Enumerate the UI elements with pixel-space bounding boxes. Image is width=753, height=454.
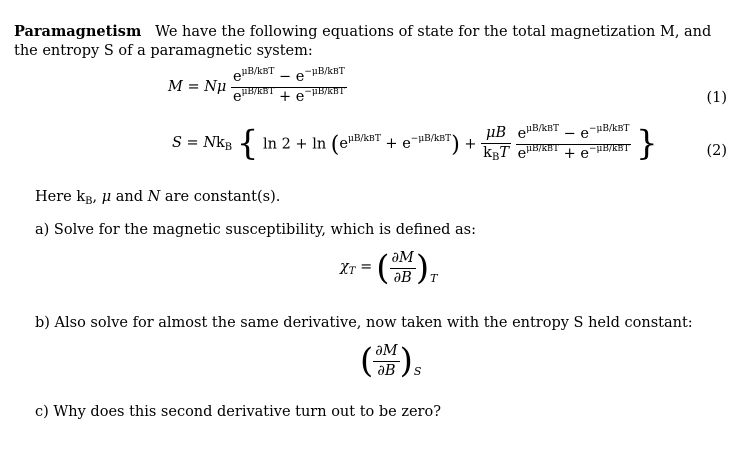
equation-2: $S = Nk_B$ { $\ln 2 + \ln (e^{\mu B/kBT} + e^{-\mu B/kBT})$ + $\frac{\mu B}{k_BT}$ $\frac{e^{\mu B/kBT} - e^{-\mu B/kBT}}{e^{\mu B/kBT} + e^{-\mu B/kBT}}$ } (172, 123, 658, 164)
eq2-number: (2) (706, 143, 727, 159)
part-a-text: a) Solve for the magnetic susceptibility, which is defined as: (35, 222, 477, 238)
eq1-number: (1) (706, 90, 727, 106)
eq1-lhs: M = Nμ (168, 79, 227, 95)
intro-paragraph (14, 22, 739, 61)
intro-text: We have the following equations of state for the total magnetization M, and the entropy S of a paramagnetic system: (14, 24, 712, 59)
dM-dB-fraction-b: $\frac{\partial M}{\partial B}$ (375, 343, 398, 379)
eq2-fraction: $\frac{e^{\mu B/kBT} - e^{-\mu B/kBT}}{e^{\mu B/kBT} + e^{-\mu B/kBT}}$ (517, 124, 630, 162)
susceptibility-formula: $\chi_T$ = ( $\frac{\partial M}{\partial B}$ ) T (340, 248, 438, 288)
adiabatic-derivative-formula: ( $\frac{\partial M}{\partial B}$ ) S (360, 341, 422, 381)
eq1-fraction: $\frac{e^{\mu B/kBT} - e^{-\mu B/kBT}}{e^{\mu B/kBT} + e^{-\mu B/kBT}}$ (232, 67, 345, 105)
equation-1 (168, 67, 347, 105)
part-b-text: b) Also solve for almost the same derivative, now taken with the entropy S held constant: (35, 315, 693, 331)
dM-dB-fraction-a: $\frac{\partial M}{\partial B}$ (391, 250, 414, 286)
constants-sentence: Here $k_B$, μ and N are constant(s). (35, 189, 281, 207)
section-title: Paramagnetism (14, 23, 142, 40)
eq2-coeff-fraction: $\frac{\mu B}{k_BT}$ (483, 125, 509, 163)
part-c-text: c) Why does this second derivative turn out to be zero? (35, 404, 441, 420)
